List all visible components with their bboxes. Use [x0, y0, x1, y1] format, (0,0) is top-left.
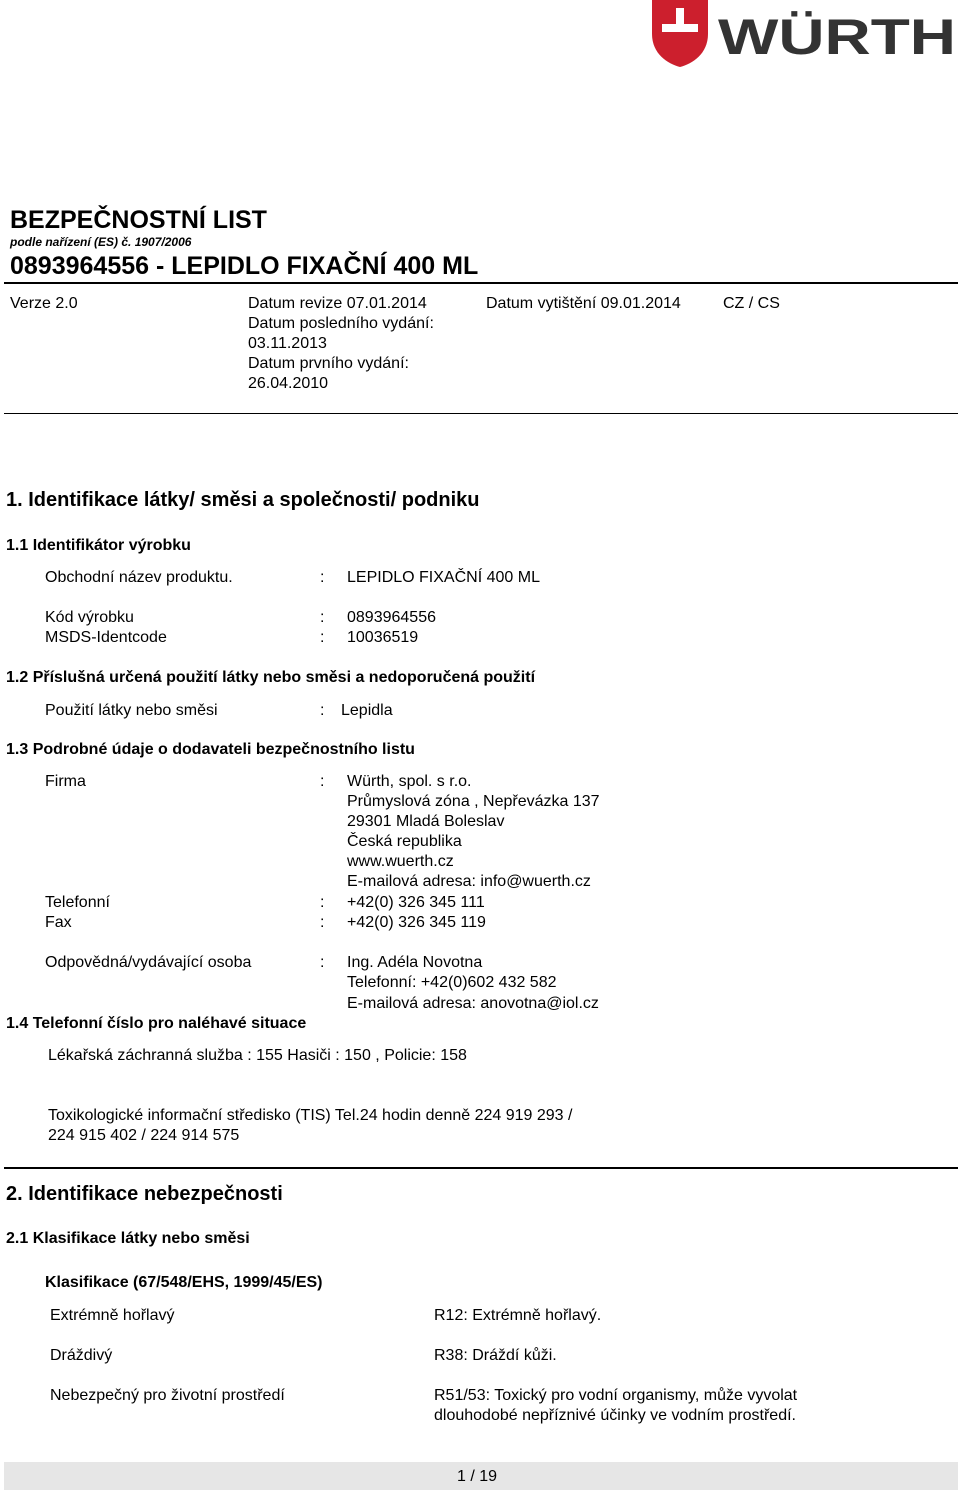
header-rule — [4, 282, 958, 284]
section11-heading: 1.1 Identifikátor výrobku — [6, 537, 191, 554]
responsible-line: E-mailová adresa: anovotna@iol.cz — [347, 995, 599, 1012]
section1-heading: 1. Identifikace látky/ směsi a společnosti/ podniku — [6, 489, 480, 511]
company-label: Firma — [45, 773, 86, 790]
header-info-rule — [4, 413, 958, 414]
company-website: www.wuerth.cz — [347, 853, 454, 870]
toxicology-line: Toxikologické informační středisko (TIS) Tel.24 hodin denně 224 919 293 / — [48, 1107, 573, 1124]
svg-text:WÜRTH: WÜRTH — [718, 9, 956, 65]
phone-value: +42(0) 326 345 111 — [347, 894, 485, 911]
section13-heading: 1.3 Podrobné údaje o dodavateli bezpečnostního listu — [6, 741, 415, 758]
trade-name-colon: : — [320, 569, 325, 586]
responsible-colon: : — [320, 954, 325, 971]
toxicology-line: 224 915 402 / 224 914 575 — [48, 1127, 240, 1144]
print-date: Datum vytištění 09.01.2014 — [486, 295, 681, 312]
section12-heading: 1.2 Příslušná určená použití látky nebo směsi a nedoporučená použití — [6, 669, 536, 686]
company-line: Průmyslová zóna , Nepřevázka 137 — [347, 793, 600, 810]
risk-phrase: R38: Dráždí kůži. — [434, 1347, 557, 1364]
first-issue-date: 26.04.2010 — [248, 375, 329, 392]
company-colon: : — [320, 773, 325, 790]
fax-label: Fax — [45, 914, 72, 931]
risk-phrase: R51/53: Toxický pro vodní organismy, může vyvolat — [434, 1387, 798, 1404]
classification-label: Nebezpečný pro životní prostředí — [50, 1387, 285, 1404]
last-issue-date: 03.11.2013 — [248, 335, 327, 352]
responsible-line: Telefonní: +42(0)602 432 582 — [347, 974, 557, 991]
use-colon: : — [320, 702, 325, 719]
phone-label: Telefonní — [45, 894, 110, 911]
document-title: BEZPEČNOSTNÍ LIST — [10, 206, 267, 234]
phone-colon: : — [320, 894, 325, 911]
risk-phrase: dlouhodobé nepříznivé účinky ve vodním prostředí. — [434, 1407, 796, 1424]
product-title: 0893964556 - LEPIDLO FIXAČNÍ 400 ML — [10, 252, 479, 280]
responsible-label: Odpovědná/vydávající osoba — [45, 954, 252, 971]
company-line: Würth, spol. s r.o. — [347, 773, 472, 790]
locale: CZ / CS — [723, 295, 780, 312]
company-line: 29301 Mladá Boleslav — [347, 813, 505, 830]
classification-label: Extrémně hořlavý — [50, 1307, 175, 1324]
section14-heading: 1.4 Telefonní číslo pro naléhavé situace — [6, 1015, 307, 1032]
section2-heading: 2. Identifikace nebezpečnosti — [6, 1183, 283, 1205]
use-value: Lepidla — [341, 702, 393, 719]
wurth-logo-icon — [648, 0, 960, 68]
emergency-line: Lékařská záchranná služba : 155 Hasiči : 150 , Policie: 158 — [48, 1047, 467, 1064]
trade-name-label: Obchodní název produktu. — [45, 569, 233, 586]
page-number: 1 / 19 — [457, 1468, 498, 1485]
section21-heading: 2.1 Klasifikace látky nebo směsi — [6, 1230, 250, 1247]
company-line: Česká republika — [347, 833, 462, 850]
msds-value: 10036519 — [347, 629, 419, 646]
msds-label: MSDS-Identcode — [45, 629, 167, 646]
risk-phrase: R12: Extrémně hořlavý. — [434, 1307, 602, 1324]
use-label: Použití látky nebo směsi — [45, 702, 218, 719]
msds-colon: : — [320, 629, 325, 646]
fax-colon: : — [320, 914, 325, 931]
trade-name-value: LEPIDLO FIXAČNÍ 400 ML — [347, 569, 540, 586]
first-issue-label: Datum prvního vydání: — [248, 355, 409, 372]
classification-label: Dráždivý — [50, 1347, 113, 1364]
classification-heading: Klasifikace (67/548/EHS, 1999/45/ES) — [45, 1274, 323, 1291]
section-rule — [4, 1167, 958, 1169]
regulation-subtitle: podle nařízení (ES) č. 1907/2006 — [10, 235, 192, 249]
revision-date: Datum revize 07.01.2014 — [248, 295, 427, 312]
fax-value: +42(0) 326 345 119 — [347, 914, 486, 931]
responsible-line: Ing. Adéla Novotna — [347, 954, 483, 971]
company-email: E-mailová adresa: info@wuerth.cz — [347, 873, 591, 890]
product-code-value: 0893964556 — [347, 609, 436, 626]
product-code-colon: : — [320, 609, 325, 626]
last-issue-label: Datum posledního vydání: — [248, 315, 434, 332]
version: Verze 2.0 — [10, 295, 78, 312]
product-code-label: Kód výrobku — [45, 609, 134, 626]
